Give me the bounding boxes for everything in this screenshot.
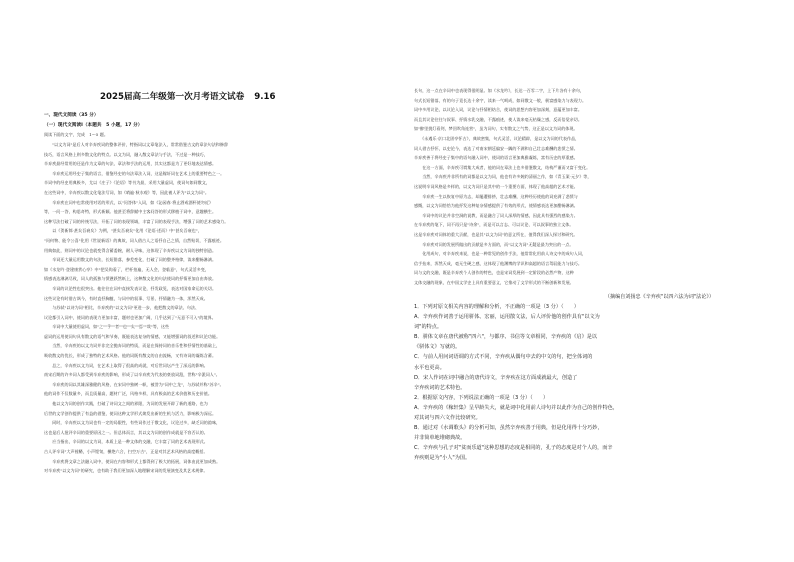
passage-line: 辛词的议论性也很突出。他往往在词中直接发表议论，抒发政见，表达对国家命运的关切。 — [44, 285, 217, 291]
passage-line: 化用成句，对辛弃疾来说，也是一种常见的创作手法，他常常化用前人诗文中的成句入词， — [414, 251, 587, 257]
passage-line: 辛弃疾一生以恢复中原为志，却屡遭排挤，壮志难酬，这种经历使他的词充满了悲愤与 — [414, 193, 578, 199]
passage-line: 词人借古抒怀，以史论今，表达了对南宋朝廷偏安一隅的不满和自己壮志难酬的悲愤之情。 — [414, 145, 578, 151]
question-line: D．宋人作词在词中融合的唐代诗文，辛弃疾在这方面成就最大，创造了 — [414, 374, 578, 381]
passage-line: 总之，辛弃疾以文为词，在艺术上取得了很高的成就，对后世词坛产生了深远的影响。 — [44, 362, 208, 368]
passage-line: 感慨，以文为词恰恰为他抒发这种复杂情感提供了有效的形式，使情感表达更加酣畅淋漓。 — [414, 203, 578, 209]
passage-line: 技巧，语言风格上则多散文化的特点。以文为词，融入散文章法与手法，不过是一种技巧， — [44, 151, 208, 157]
question-line: 弃疾则是为"小人"为国。 — [414, 455, 471, 462]
question-line: B．骈体文章在唐代被称"四六"，与都序、书信等文章相同，辛弃疾的《启》是以 — [414, 334, 598, 341]
passage-line: 辛弃疾对词的发展所做出的贡献是多方面的，而"以文为词"无疑是最为突出的一点。 — [414, 241, 574, 247]
passage-line: 文体交融的现象，在中国文学史上具有重要意义，它推动了文学形式的不断创新和发展。 — [414, 279, 574, 285]
question-line: 词"的特点。 — [414, 324, 443, 331]
source-citation: （摘编自刘扬忠《辛弃疾"以四六法为词"法论》） — [604, 294, 714, 300]
passage-line: "以文为词"是后人对辛弃疾词的整体评价，特指词以文章笔法入，常常借鉴古文的章法句法和修辞 — [44, 142, 229, 147]
passage-line: 词与文的交融，既是辛弃疾个人创作的特色，也是宋词发展到一定阶段的必然产物，这种 — [414, 270, 574, 276]
passage-line: 南宋后期的许多词人都受到辛弃疾的影响，形成了以辛弃疾为代表的豪放词派，世称"辛派词人"。 — [44, 372, 220, 378]
passage-line: 而且其议论往往与叙事、抒情水乳交融，不露痕迹，使人读来毫无枯燥之感，反而倍觉亲切。 — [414, 116, 582, 122]
left-passage — [44, 140, 384, 476]
passage-line: "问何物、能令公喜"化用《世说新语》的典故，词人借古人之语抒自己之情，自然贴切，不露痕迹。 — [44, 237, 224, 243]
question-line: 《骈体文》写就的。 — [414, 344, 461, 351]
right-passage — [414, 86, 754, 287]
question-line: C．与前人用问词语调的方式不同，辛弃疾从偶句中去的中文的句，把全体词的 — [414, 354, 593, 361]
left-column — [44, 0, 384, 562]
passage-line: 情感表达淋漓尽致，词人的孤独与愤懑跃然纸上，这种散文化的句法使词的抒情更加自由奔放。 — [44, 276, 217, 282]
source-citation-wrap — [414, 292, 754, 302]
passage-line: 等，一问一答，构思奇特，形式新颖。他甚至将辞赋中主客问答的形式移植于词中，意趣横生。 — [44, 209, 217, 215]
passage-line: 用典如此，则词中的议论也就变得含蓄委婉，耐人寻味，这体现了辛弃疾以文为词的独特创造。 — [44, 247, 217, 253]
passage-line: 辛弃疾善于将经史子集中的语句融入词中，使词的语言更加典雅凝练，富有历史的厚重感。 — [414, 155, 578, 161]
passage-line: 虚词的运用使词句具有散文的语气和节奏，既能表达复杂的情感，又能增强词的叙述和议论功能。 — [44, 333, 221, 339]
passage-line: 这也是后人批评辛词的重要原因之一。但总体而言，其以文为词的创作成就是不容否认的。 — [44, 429, 208, 435]
left-column-heads — [44, 111, 384, 140]
passage-line: 这种写法打破了词的传统写法，开拓了词的表现领域，丰富了词的表现手法，增强了词的艺术感染力。 — [44, 218, 229, 224]
question-line: 水平也更高。 — [414, 364, 445, 371]
passage-line: 句式长短错落，有的句子竟长达十余字，读来一气呵成，如同散文一般，极富感染力与表现力。 — [414, 97, 587, 103]
question-line: 2．根据原文内容，下列说法正确的一项是（3 分）（ ） — [414, 394, 549, 401]
passage-line: 对辛弃疾"以文为词"的研究，也有助于我们更加深入地理解宋词的发展演变及其艺术规律。 — [44, 468, 208, 474]
passage-line: 与苏轼"以诗为词"相比，辛弃疾的"以文为词"更进一步，他把散文的章法、句法、 — [44, 305, 200, 311]
passage-line: 在这一方面，辛弃疾可谓集大成者，他的词在章法上也多借鉴散文，结构严谨而又富于变化。 — [414, 164, 591, 170]
passage-line: 同时，辛弃疾以文为词也有一定的局限性，有些词作过于散文化，议论过多，缺乏词的韵味， — [44, 420, 221, 426]
passage-line: 这是辛弃疾对词体的重大贡献，也是其"以文为词"的意义所在，值得我们深入探讨和研究。 — [414, 231, 578, 237]
passage-line: 长句，这一点在辛词中也表现得很明显。如《水龙吟》，长达一百零二字，上下片各有十余句， — [414, 88, 585, 93]
passage-line: 当然，辛弃疾并非所有的词都是以文为词，他也有许多婉约清丽之作，如《青玉案·元夕》等， — [414, 174, 592, 180]
passage-line: 他以文为词的创作实践，打破了诗词文之间的界限，为词的发展开辟了新的道路，也为 — [44, 401, 208, 407]
question-line: 并非简单地堆砌典故。 — [414, 435, 466, 442]
passage-line: 辛词中的经史用典极多，尤以《庄子》《论语》等书为最，采用大量虚词，使词句如同散文， — [44, 180, 210, 186]
passage-line: 在辛弃疾的笔下，词不再只是"诗余"，而是可以言志、可以议论、可以叙事的独立文体。 — [414, 222, 574, 228]
passage-line: 辛弃疾在词中也常使用对话的形式，以"问答体"入词，如《沁园春·将止酒戒酒杯使勿近》 — [44, 199, 214, 205]
passage-line: 辛弃疾最经常用的还是作为文章的句法、章法和手法的运用，其实这都是为了更好地表达情感。 — [44, 161, 217, 167]
passage-line: 后世的文学创作提供了有益的借鉴，使词这种文学形式焕发出新的生机与活力，影响极为深远。 — [44, 410, 217, 416]
passage-line: 辛弃疾的词以其雄深雅健的风格，在宋词中独树一帜，被誉为"词中之龙"，与苏轼并称"苏辛"。 — [44, 381, 224, 387]
question-list — [414, 302, 754, 464]
passage-line: 词中多用议论，以议论入词，议论与抒情相结合，使词的思想内容更加深刻，意蕴更加丰富。 — [414, 107, 582, 113]
passage-line: 辛词中大量使用虚词，如"之""乎""者""也""矣""焉""哉"等，这些 — [44, 324, 170, 330]
passage-line: 辛词还大量运用散文的句法，长短错落，参差变化，打破了词的整齐格律，读来酣畅淋漓。 — [44, 257, 217, 263]
passage-line: 辛词中的议论并非空洞的说教，而是融合了词人深厚的情感，因此具有强烈的感染力。 — [414, 212, 578, 218]
question-line: 1．下列对原文相关内容的理解和分析，不正确的一项是（3 分）（ ） — [414, 304, 579, 310]
passage-line: 这些议论有时借古讽今，有时直抒胸臆，与词中的叙事、写景、抒情融为一体，浑然天成。 — [44, 295, 208, 301]
instruction-text: 阅读下面的文字，完成 1～5 题。 — [44, 132, 108, 138]
passage-line: 辛弃疾运用经史子集的语言，借鉴经史的句法章法入词，这是稼轩词在艺术上的重要特色之一。 — [44, 170, 225, 176]
question-line: 辛弃疾词的艺术特色。 — [414, 384, 466, 391]
question-line: A．辛弃疾作词善于运用骈体、宏丽，运用散文法，后人评价他的创作具有"以文为 — [414, 314, 600, 321]
question-line: C．辛弃疾与孔子对"贫而乐道"这种思想的态度是相同的，孔子的态度是对个人的，而辛 — [414, 445, 613, 452]
question-line: 对其词与四六文作比较研究。 — [414, 415, 481, 422]
exam-title-text: 2025届高二年级第一次月考语文试卷 — [100, 92, 245, 102]
section-heading: 一、现代文阅读（35 分） — [44, 113, 99, 118]
passage-line: 辛弃疾将文章之法融入词中，使词在内容和形式上都得到了极大的拓展，词体由此更加成熟。 — [44, 458, 221, 464]
passage-line: 这说明辛词风格是多样的，以文为词只是其中的一个重要方面，体现了他高超的艺术才能。 — [414, 183, 578, 189]
passage-line: 如《水龙吟·登建康赏心亭》中"把吴钩看了，栏杆拍遍，无人会，登临意"，句式灵活多变， — [44, 266, 209, 272]
passage-line: 在这些词中，辛弃疾以散文化笔法写词，如《哨遍·秋水观》等，因此被人评为"以文为词"。 — [44, 189, 209, 195]
question-line: A．辛弃疾的《稼轩集》呈早龄失大，就是词中化用前人诗句并以此作为自己的创作特色， — [414, 404, 618, 411]
passage-line: 《永遇乐·京口北固亭怀古》，典故密集，句式灵活，议论精辟，是以文为词的代表作品， — [414, 135, 580, 141]
subsection-heading: （一）现代文阅读Ⅰ（本题共 5 小题，17 分） — [44, 122, 143, 128]
exam-date: 9.16 — [254, 92, 276, 102]
passage-line: 议论都引入词中，使词的表现力更加丰富，题材也更加广阔，几乎达到了"无意不可入"的境界。 — [44, 314, 216, 320]
passage-line: 当然，辛弃疾的以文为词并非完全抛弃词的特质，而是在保持词的音乐性和抒情性的基础上， — [44, 343, 221, 349]
question-line: B．通过对《水调歌头》的分析可知，虽然辛弃疾善于用典，但是化用得十分巧妙， — [414, 425, 603, 432]
passage-line: 以《贺新郎·甚矣吾衰矣》为例，"甚矣吾衰矣"化用《论语·述而》中"甚矣吾衰也"， — [44, 228, 202, 234]
passage-line: 吸收散文的优长，形成了独特的艺术风格。他的词既有散文的自由流畅，又有诗词的凝练含蓄。 — [44, 353, 217, 359]
passage-line: 古人评辛词"大声镗鞳，小声铿訇，横绝六合，扫空万古"，正是对其艺术风格的高度概括。 — [44, 449, 208, 454]
right-column — [414, 0, 754, 562]
passage-line: 如"醉里挑灯看剑，梦回吹角连营"，虽为词句，实有散文之气势，这正是以文为词的体现。 — [414, 126, 578, 132]
passage-line: 他的词作不仅数量多，而且质量高，题材广泛，风格多样，具有极高的艺术价值和历史价值。 — [44, 391, 212, 397]
passage-line: 信手拈来，浑然天成，毫无生硬之感，这体现了他渊博的学识和高超的语言驾驭能力与技巧。 — [414, 260, 582, 266]
passage-line: 应当指出，辛词的以文为词，本质上是一种文体的交融，它丰富了词的艺术表现形式。 — [44, 439, 208, 445]
